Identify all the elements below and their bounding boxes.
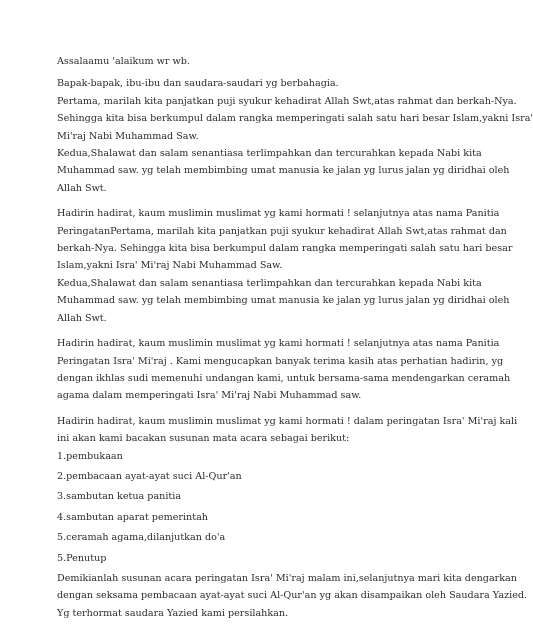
agenda-item: 1.pembukaan [57,450,123,462]
text-line: Mi'raj Nabi Muhammad Saw. [57,130,199,142]
text-line: dengan seksama pembacaan ayat-ayat suci Al-Qur'an yg akan disampaikan oleh Saudara Yazied. [57,590,528,602]
opening-paragraph [57,75,533,197]
text-line: Sehingga kita bisa berkumpul dalam rangka memperingati salah satu hari besar Islam,yakni Isra' [57,113,533,125]
text-line: Kedua,Shalawat dan salam senantiasa terlimpahkan dan tercurahkan kepada Nabi kita [57,277,482,289]
agenda-item: 2.pembacaan ayat-ayat suci Al-Qur'an [57,470,242,482]
text-line: agama dalam memperingati Isra' Mi'raj Nabi Muhammad saw. [57,390,362,402]
text-line: Yg terhormat saudara Yazied kami persilahkan. [57,607,289,619]
agenda-item: 5.ceramah agama,dilanjutkan do'a [57,532,226,544]
text-line: PeringatanPertama, marilah kita panjatkan puji syukur kehadirat Allah Swt,atas rahmat dan [57,225,507,237]
greeting-text: Assalaamu 'alaikum wr wb. [57,56,190,67]
text-line: Hadirin hadirat, kaum muslimin muslimat yg kami hormati ! selanjutnya atas nama Panitia [57,208,500,220]
text-line: Hadirin hadirat, kaum muslimin muslimat yg kami hormati ! selanjutnya atas nama Panitia [57,338,500,350]
text-line: Allah Swt. [57,182,107,194]
text-line: dengan ikhlas sudi memenuhi undangan kami, untuk bersama-sama mendengarkan ceramah [57,372,511,384]
text-line: Muhammad saw. yg telah membimbing umat manusia ke jalan yg lurus jalan yg diridhai oleh [57,295,510,307]
text-line: Pertama, marilah kita panjatkan puji syukur kehadirat Allah Swt,atas rahmat dan berkah-Nya. [57,95,517,107]
closing-paragraph [57,570,528,622]
text-line: Demikianlah susunan acara peringatan Isra' Mi'raj malam ini,selanjutnya mari kita dengarkan [57,572,517,584]
fourth-paragraph [57,413,518,448]
text-line: ini akan kami bacakan susunan mata acara sebagai berikut: [57,433,350,445]
agenda-item: 5.Penutup [57,552,107,564]
greeting-paragraph [57,53,425,70]
text-line: Islam,yakni Isra' Mi'raj Nabi Muhammad Saw. [57,260,283,272]
text-line: Hadirin hadirat, kaum muslimin muslimat yg kami hormati ! dalam peringatan Isra' Mi'raj kali [57,415,518,427]
text-line: Peringatan Isra' Mi'raj . Kami mengucapkan banyak terima kasih atas perhatian hadirin, yg [57,355,504,367]
text-line: berkah-Nya. Sehingga kita bisa berkumpul dalam rangka memperingati salah satu hari besar [57,243,513,255]
text-line: Bapak-bapak, ibu-ibu dan saudara-saudari yg berbahagia. [57,78,339,90]
agenda-list [57,448,425,567]
third-paragraph [57,335,511,405]
text-line: Muhammad saw. yg telah membimbing umat manusia ke jalan yg lurus jalan yg diridhai oleh [57,165,510,177]
agenda-item: 3.sambutan ketua panitia [57,491,182,503]
second-paragraph [57,205,513,327]
document-body [57,53,533,622]
text-line: Kedua,Shalawat dan salam senantiasa terlimpahkan dan tercurahkan kepada Nabi kita [57,148,482,160]
agenda-item: 4.sambutan aparat pemerintah [57,511,208,523]
text-line: Allah Swt. [57,312,107,324]
